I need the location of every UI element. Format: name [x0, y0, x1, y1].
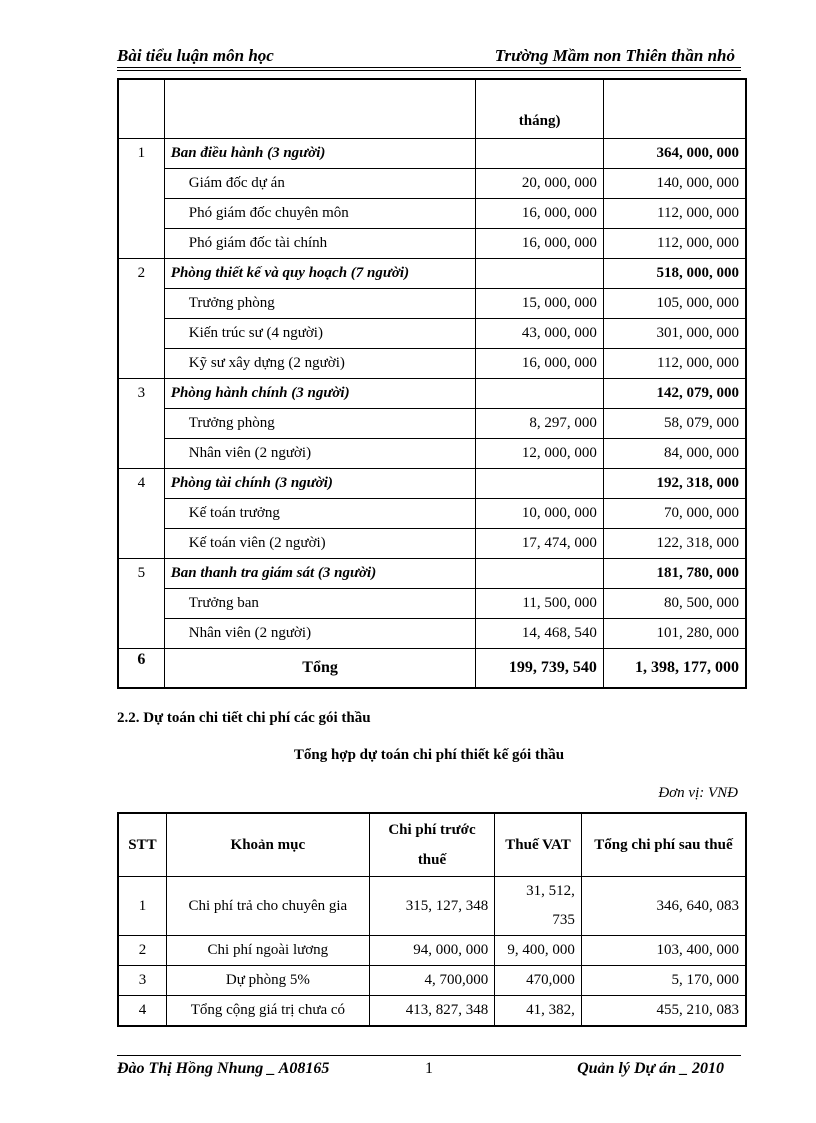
table-cell-name: Phó giám đốc chuyên môn	[164, 199, 476, 229]
table-header-row	[118, 813, 746, 877]
table-cell-total: 181, 780, 000	[603, 559, 746, 589]
table-cell: 80, 500, 000	[603, 589, 746, 619]
table-cell-vat: 9, 400, 000	[495, 936, 582, 966]
table-cell-group-name: Ban thanh tra giám sát (3 người)	[164, 559, 476, 589]
table-cell	[476, 379, 603, 409]
table-cell	[118, 79, 164, 139]
table-row-total	[118, 649, 746, 689]
table-cell-group-name: Phòng thiết kế và quy hoạch (7 người)	[164, 259, 476, 289]
table-cell-item: Dự phòng 5%	[166, 966, 369, 996]
table-cell: tháng)	[476, 79, 603, 139]
table-cell: 16, 000, 000	[476, 349, 603, 379]
table-row	[118, 319, 746, 349]
table-cell-total: 364, 000, 000	[603, 139, 746, 169]
table-cell-name: Phó giám đốc tài chính	[164, 229, 476, 259]
header-rule-double	[117, 70, 741, 71]
table-cell: 16, 000, 000	[476, 229, 603, 259]
header-post-tax: Tổng chi phí sau thuế	[581, 813, 746, 877]
table-cell	[164, 79, 476, 139]
table-cell-item: Chi phí ngoài lương	[166, 936, 369, 966]
table-row-group	[118, 139, 746, 169]
table-cell: 58, 079, 000	[603, 409, 746, 439]
footer-course: Quản lý Dự án _ 2010	[577, 1060, 724, 1077]
table-row	[118, 439, 746, 469]
table-cell-post-tax: 5, 170, 000	[581, 966, 746, 996]
table-cell: 122, 318, 000	[603, 529, 746, 559]
table-cell: 14, 468, 540	[476, 619, 603, 649]
table-row-group	[118, 379, 746, 409]
table-cell: 199, 739, 540	[476, 649, 603, 689]
table-cell-total: 192, 318, 000	[603, 469, 746, 499]
table-row	[118, 349, 746, 379]
table-cell	[476, 469, 603, 499]
table-cell-stt: 3	[118, 966, 166, 996]
table-row	[118, 529, 746, 559]
table-row	[118, 936, 746, 966]
table-cell-name: Nhân viên (2 người)	[164, 439, 476, 469]
page-number: 1	[425, 1060, 433, 1077]
table-cell: 301, 000, 000	[603, 319, 746, 349]
cost-estimate-table	[117, 812, 747, 1027]
table-cell: 105, 000, 000	[603, 289, 746, 319]
table-cell-group-name: Ban điều hành (3 người)	[164, 139, 476, 169]
table-cell	[603, 79, 746, 139]
table-row	[118, 589, 746, 619]
table-cell-vat: 41, 382,	[495, 996, 582, 1027]
table-cell-group-name: Phòng hành chính (3 người)	[164, 379, 476, 409]
table-cell-post-tax: 346, 640, 083	[581, 877, 746, 936]
header-pre-tax: Chi phí trước thuế	[369, 813, 494, 877]
table-row	[118, 289, 746, 319]
table-cell-grand-total: 1, 398, 177, 000	[603, 649, 746, 689]
table-cell-total: 142, 079, 000	[603, 379, 746, 409]
table-cell: 16, 000, 000	[476, 199, 603, 229]
table-cell-stt: 4	[118, 996, 166, 1027]
table-cell-name: Giám đốc dự án	[164, 169, 476, 199]
table-row-group	[118, 559, 746, 589]
table-cell-vat: 470,000	[495, 966, 582, 996]
table-row-group	[118, 259, 746, 289]
header-rule	[117, 67, 741, 68]
table-cell: 20, 000, 000	[476, 169, 603, 199]
table-cell-total-label: Tổng	[164, 649, 476, 689]
footer-rule	[117, 1055, 741, 1056]
table-row	[118, 409, 746, 439]
header-right-text: Trường Mầm non Thiên thần nhỏ	[494, 46, 735, 65]
header-vat: Thuế VAT	[495, 813, 582, 877]
table-row-group	[118, 469, 746, 499]
table-row	[118, 877, 746, 936]
table-row	[118, 499, 746, 529]
table-row	[118, 996, 746, 1027]
table-cell-name: Kế toán viên (2 người)	[164, 529, 476, 559]
table-cell: 11, 500, 000	[476, 589, 603, 619]
table-row	[118, 619, 746, 649]
table-cell-item: Chi phí trả cho chuyên gia	[166, 877, 369, 936]
table-cell: 112, 000, 000	[603, 349, 746, 379]
table-cell-vat: 31, 512, 735	[495, 877, 582, 936]
header-left-text: Bài tiểu luận môn học	[117, 46, 274, 65]
table-cell: 43, 000, 000	[476, 319, 603, 349]
table-cell	[476, 559, 603, 589]
table-row	[118, 169, 746, 199]
table-cell-pre-tax: 4, 700,000	[369, 966, 494, 996]
header-item: Khoản mục	[166, 813, 369, 877]
table-cell-pre-tax: 94, 000, 000	[369, 936, 494, 966]
table-cell-name: Kiến trúc sư (4 người)	[164, 319, 476, 349]
table-cell-name: Kỹ sư xây dựng (2 người)	[164, 349, 476, 379]
table-cell-stt: 2	[118, 936, 166, 966]
table-cell-name: Kế toán trưởng	[164, 499, 476, 529]
table-cell-post-tax: 103, 400, 000	[581, 936, 746, 966]
header-stt: STT	[118, 813, 166, 877]
salary-table	[117, 78, 747, 689]
table-cell-stt: 4	[118, 469, 164, 559]
table-cell: 112, 000, 000	[603, 229, 746, 259]
table-cell-stt: 2	[118, 259, 164, 379]
table-cell	[476, 139, 603, 169]
table-cell: 8, 297, 000	[476, 409, 603, 439]
table-cell-stt: 6	[118, 649, 164, 689]
table-cell-pre-tax: 315, 127, 348	[369, 877, 494, 936]
table-caption: Tổng hợp dự toán chi phí thiết kế gói thầu	[293, 747, 565, 763]
table-row	[118, 229, 746, 259]
table-cell-total: 518, 000, 000	[603, 259, 746, 289]
table-cell-stt: 1	[118, 139, 164, 259]
table-row	[118, 199, 746, 229]
table-cell: 140, 000, 000	[603, 169, 746, 199]
table-cell: 12, 000, 000	[476, 439, 603, 469]
table-cell: 84, 000, 000	[603, 439, 746, 469]
table-cell: 17, 474, 000	[476, 529, 603, 559]
table-cell-name: Nhân viên (2 người)	[164, 619, 476, 649]
table-cell-item: Tổng cộng giá trị chưa có	[166, 996, 369, 1027]
table-cell-pre-tax: 413, 827, 348	[369, 996, 494, 1027]
table-cell: 101, 280, 000	[603, 619, 746, 649]
table-cell	[476, 259, 603, 289]
table-cell-stt: 3	[118, 379, 164, 469]
section-heading: 2.2. Dự toán chi tiết chi phí các gói thầu	[117, 710, 371, 726]
table-cell-name: Trưởng ban	[164, 589, 476, 619]
table-cell-stt: 1	[118, 877, 166, 936]
table-cell: 15, 000, 000	[476, 289, 603, 319]
unit-label: Đơn vị: VNĐ	[658, 785, 738, 801]
table-cell: 70, 000, 000	[603, 499, 746, 529]
table-cell: 112, 000, 000	[603, 199, 746, 229]
table-row	[118, 966, 746, 996]
table-row-continued-header	[118, 79, 746, 139]
table-cell-group-name: Phòng tài chính (3 người)	[164, 469, 476, 499]
table-cell-post-tax: 455, 210, 083	[581, 996, 746, 1027]
footer-author: Đào Thị Hồng Nhung _ A08165	[117, 1060, 330, 1077]
table-cell-name: Trưởng phòng	[164, 289, 476, 319]
table-cell-name: Trưởng phòng	[164, 409, 476, 439]
table-cell-stt: 5	[118, 559, 164, 649]
table-cell: 10, 000, 000	[476, 499, 603, 529]
